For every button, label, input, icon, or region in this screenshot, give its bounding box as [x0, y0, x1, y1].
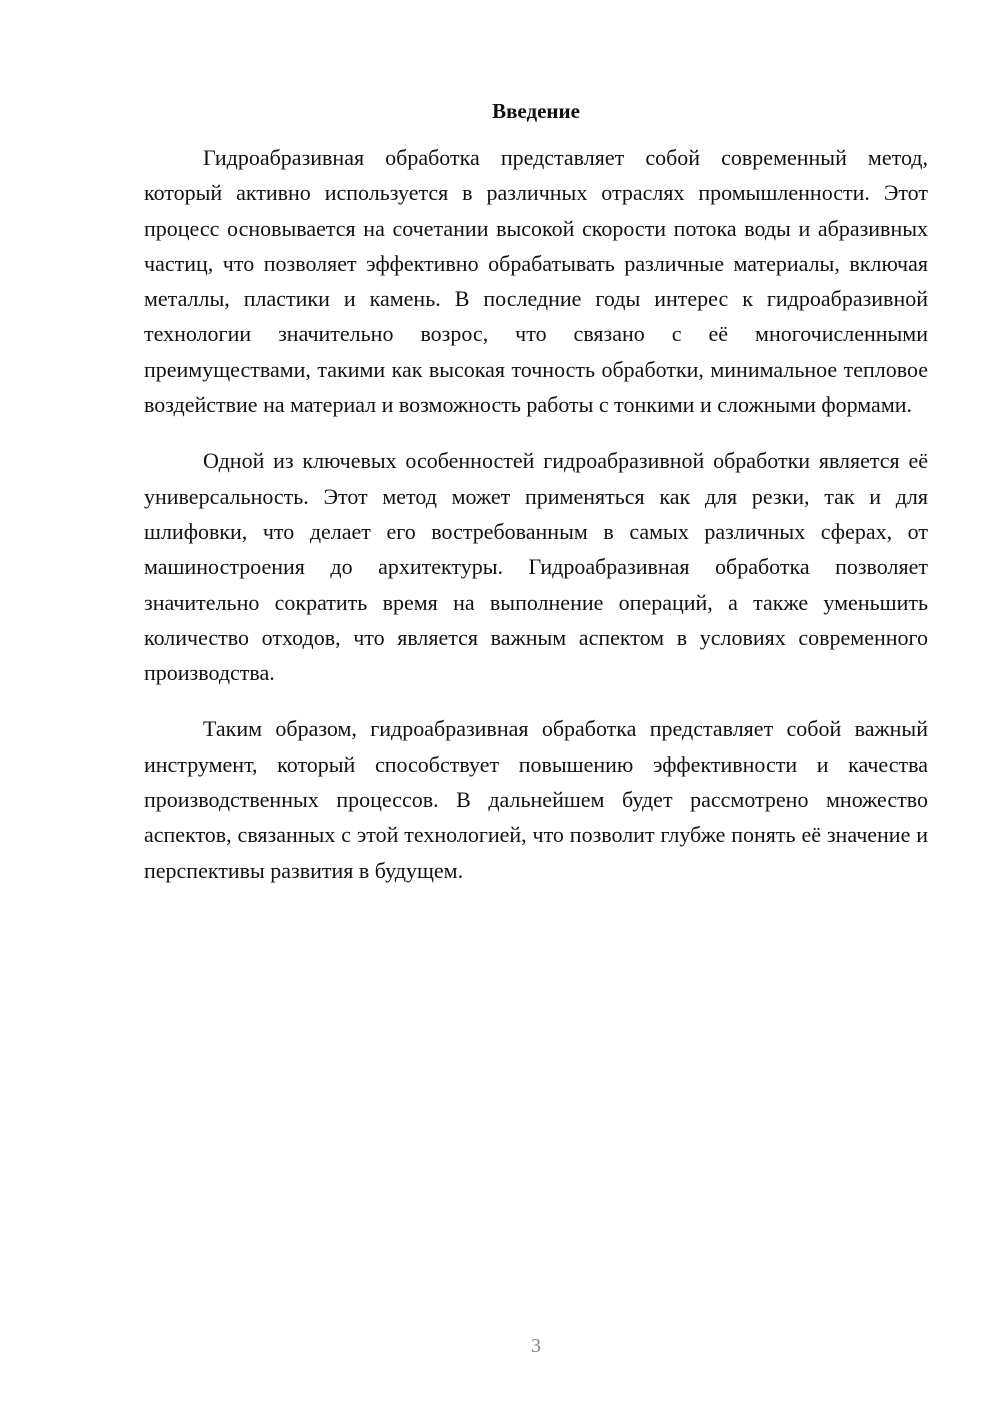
- paragraph-2: Одной из ключевых особенностей гидроабразивной обработки является её универсальность. Этот метод может применяться как для резки, так и для шлифовки, что делает его востребованным в самых различных сферах, от машиностроения до архитектуры. Гидроабразивная обработка позволяет значительно сократить время на выполнение операций, а также уменьшить количество отходов, что является важным аспектом в условиях современного производства.: [144, 448, 928, 686]
- paragraph-1: Гидроабразивная обработка представляет собой современный метод, который активно используется в различных отраслях промышленности. Этот процесс основывается на сочетании высокой скорости потока воды и абразивных частиц, что позволяет эффективно обрабатывать различные материалы, включая металлы, пластики и камень. В последние годы интерес к гидроабразивной технологии значительно возрос, что связано с её многочисленными преимуществами, такими как высокая точность обработки, минимальное тепловое воздействие на материал и возможность работы с тонкими и сложными формами.: [144, 145, 928, 418]
- page-number: 3: [531, 1335, 541, 1357]
- page-content: [144, 96, 928, 909]
- section-title: Введение: [492, 99, 580, 123]
- paragraph-3: Таким образом, гидроабразивная обработка представляет собой важный инструмент, который способствует повышению эффективности и качества производственных процессов. В дальнейшем будет рассмотрено множество аспектов, связанных с этой технологией, что позволит глубже понять её значение и перспективы развития в будущем.: [144, 716, 928, 883]
